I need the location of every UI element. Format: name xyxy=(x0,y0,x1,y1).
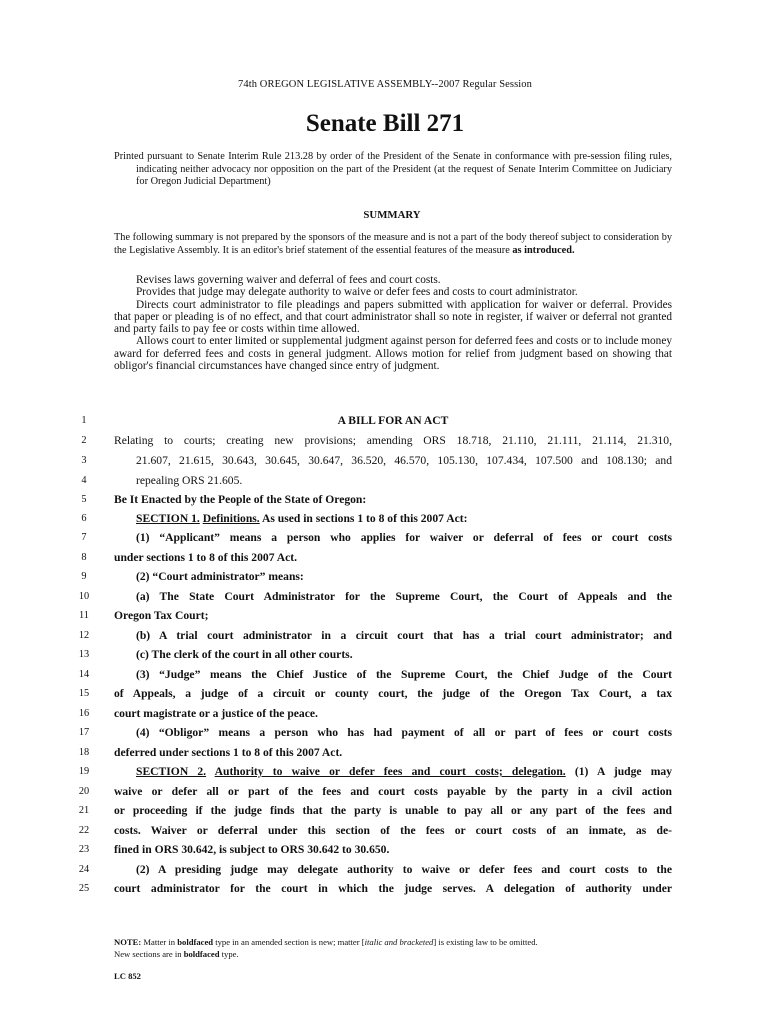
bill-line-text: (c) The clerk of the court in all other courts. xyxy=(136,648,353,661)
section-1-heading xyxy=(136,511,672,526)
section-title: Definitions. xyxy=(202,512,260,525)
bill-line xyxy=(0,473,770,492)
bill-line xyxy=(0,413,770,432)
note-text: type in an amended section is new; matter [ xyxy=(213,937,365,947)
line-number: 7 xyxy=(81,532,87,543)
summary-body xyxy=(114,274,672,372)
bill-line-text: court administrator for the court in which the judge serves. A delegation of authority under xyxy=(114,882,672,895)
line-number: 20 xyxy=(78,786,90,797)
note-bold: boldfaced xyxy=(177,937,214,947)
bill-line xyxy=(0,569,770,588)
note-bold: boldfaced xyxy=(183,949,220,959)
note-italic: italic and bracketed xyxy=(364,937,434,947)
line-number: 16 xyxy=(78,708,90,719)
bill-line xyxy=(0,492,770,511)
line-number: 9 xyxy=(81,571,87,582)
bill-line-text: repealing ORS 21.605. xyxy=(136,474,243,487)
note-text: Matter in xyxy=(141,937,178,947)
bill-line-text: (a) The State Court Administrator for the Supreme Court, the Court of Appeals and the xyxy=(136,590,672,603)
bill-line xyxy=(0,550,770,569)
bill-line xyxy=(0,667,770,686)
bill-line xyxy=(0,842,770,861)
bill-line-text: Oregon Tax Court; xyxy=(114,609,209,622)
bill-line-text: (1) A judge may xyxy=(565,765,672,778)
line-number: 3 xyxy=(81,455,87,466)
enacting-clause: Be It Enacted by the People of the State of Oregon: xyxy=(114,493,367,506)
note-text: type. xyxy=(219,949,239,959)
summary-paragraph: Provides that judge may delegate authority to waive or defer fees and costs to court administrator. xyxy=(136,286,578,299)
section-2-heading xyxy=(136,764,672,779)
bill-line-text: deferred under sections 1 to 8 of this 2007 Act. xyxy=(114,746,343,759)
bill-line xyxy=(0,433,770,452)
line-number: 19 xyxy=(78,766,90,777)
bill-line xyxy=(0,862,770,881)
summary-paragraph: Revises laws governing waiver and deferral of fees and court costs. xyxy=(136,274,441,286)
line-number: 24 xyxy=(78,864,90,875)
bill-line-text: fined in ORS 30.642, is subject to ORS 30.642 to 30.650. xyxy=(114,843,390,856)
bill-line xyxy=(0,745,770,764)
summary-intro-text: The following summary is not prepared by the sponsors of the measure and is not a part of the body thereof subject to consideration by the Legislative Assembly. It is an editor's brief statement of the essential features of the measure xyxy=(114,232,672,256)
summary-paragraph: Allows court to enter limited or supplemental judgment against person for deferred fees and costs or to include money award for deferred fees and costs in general judgment. Allows motion for relief from judgment based on showing that obligor's financial circumstances have changed since entry of judgment. xyxy=(114,335,672,373)
bill-line xyxy=(0,725,770,744)
bill-line xyxy=(0,628,770,647)
summary-intro xyxy=(114,232,672,257)
bill-line-text: of Appeals, a judge of a circuit or county court, the judge of the Oregon Tax Court, a tax xyxy=(114,687,672,700)
bill-line-text: 21.607, 21.615, 30.643, 30.645, 30.647, 36.520, 46.570, 105.130, 107.434, 107.500 and 108.130; and xyxy=(136,454,672,467)
bill-line-text: court magistrate or a justice of the peace. xyxy=(114,707,318,720)
line-number: 5 xyxy=(81,494,87,505)
bill-line-text: (3) “Judge” means the Chief Justice of the Supreme Court, the Chief Judge of the Court xyxy=(136,668,672,681)
bill-line-text: As used in sections 1 to 8 of this 2007 Act: xyxy=(259,512,468,525)
bill-line xyxy=(0,823,770,842)
line-number: 6 xyxy=(81,513,87,524)
bill-line-text: or proceeding if the judge finds that the party is unable to pay all or any part of the fees and xyxy=(114,804,672,817)
bill-line xyxy=(0,706,770,725)
bill-line-text: (b) A trial court administrator in a circuit court that has a trial court administrator; and xyxy=(136,629,672,642)
line-number: 2 xyxy=(81,435,87,446)
section-label: SECTION 2. xyxy=(136,765,207,778)
section-title: Authority to waive or defer fees and court costs; delegation. xyxy=(214,765,566,778)
bill-line xyxy=(0,881,770,900)
summary-paragraph: Directs court administrator to file pleadings and papers submitted with application for waiver or deferral. Provides that paper or pleading is of no effect, and that court administrator shall so note in register, if waiver or deferral not granted and party fails to pay fee or costs within time allowed. xyxy=(114,298,672,336)
bill-line xyxy=(0,511,770,530)
bill-line xyxy=(0,589,770,608)
note-label: NOTE: xyxy=(114,937,142,947)
bill-line xyxy=(0,784,770,803)
bill-line xyxy=(0,608,770,627)
bill-line-text: (2) “Court administrator” means: xyxy=(136,570,304,583)
bill-line xyxy=(0,764,770,783)
note-text: New sections are in xyxy=(114,949,184,959)
bill-line-text: Relating to courts; creating new provisions; amending ORS 18.718, 21.110, 21.111, 21.114, 21.310, xyxy=(114,434,672,447)
bill-title: Senate Bill 271 xyxy=(305,110,465,137)
bill-line-text: costs. Waiver or deferral under this section of the fees or court costs of an inmate, as de- xyxy=(114,824,672,837)
line-number: 1 xyxy=(81,415,87,426)
bill-line-text: waive or defer all or part of the fees and court costs payable by the party in a civil action xyxy=(114,785,672,798)
line-number: 15 xyxy=(78,688,90,699)
line-number: 23 xyxy=(78,844,90,855)
summary-intro-bold: as introduced. xyxy=(512,244,575,256)
footer-note xyxy=(114,936,672,960)
line-number: 17 xyxy=(78,727,90,738)
bill-line xyxy=(0,803,770,822)
session-header: 74th OREGON LEGISLATIVE ASSEMBLY--2007 Regular Session xyxy=(238,79,532,90)
bill-line xyxy=(0,453,770,472)
bill-line-text: (4) “Obligor” means a person who has had payment of all or part of fees or court costs xyxy=(136,726,672,739)
line-number: 21 xyxy=(78,805,90,816)
bill-line xyxy=(0,647,770,666)
line-number: 25 xyxy=(78,883,90,894)
note-text: ] is existing law to be omitted. xyxy=(433,937,538,947)
summary-heading: SUMMARY xyxy=(363,209,421,221)
bill-line-text: under sections 1 to 8 of this 2007 Act. xyxy=(114,551,298,564)
lc-number: LC 852 xyxy=(114,971,141,981)
section-label: SECTION 1. xyxy=(136,512,200,525)
line-number: 8 xyxy=(81,552,87,563)
line-number: 14 xyxy=(78,669,90,680)
line-number: 22 xyxy=(78,825,90,836)
line-number: 10 xyxy=(78,591,90,602)
bill-line xyxy=(0,686,770,705)
bill-line-text: (1) “Applicant” means a person who applies for waiver or deferral of fees or court costs xyxy=(136,531,672,544)
bill-line xyxy=(0,530,770,549)
bill-for-act-heading: A BILL FOR AN ACT xyxy=(337,414,449,427)
line-number: 11 xyxy=(79,610,89,621)
bill-line-text: (2) A presiding judge may delegate authority to waive or defer fees and court costs to the xyxy=(136,863,672,876)
line-number: 4 xyxy=(81,475,87,486)
line-number: 12 xyxy=(78,630,90,641)
line-number: 18 xyxy=(78,747,90,758)
line-number: 13 xyxy=(78,649,90,660)
printed-pursuant-note: Printed pursuant to Senate Interim Rule 213.28 by order of the President of the Senate in conformance with pre-session filing rules, indicating neither advocacy nor opposition on the part of the President (at the request of Senate Interim Committee on Judiciary for Oregon Judicial Department) xyxy=(114,151,672,187)
